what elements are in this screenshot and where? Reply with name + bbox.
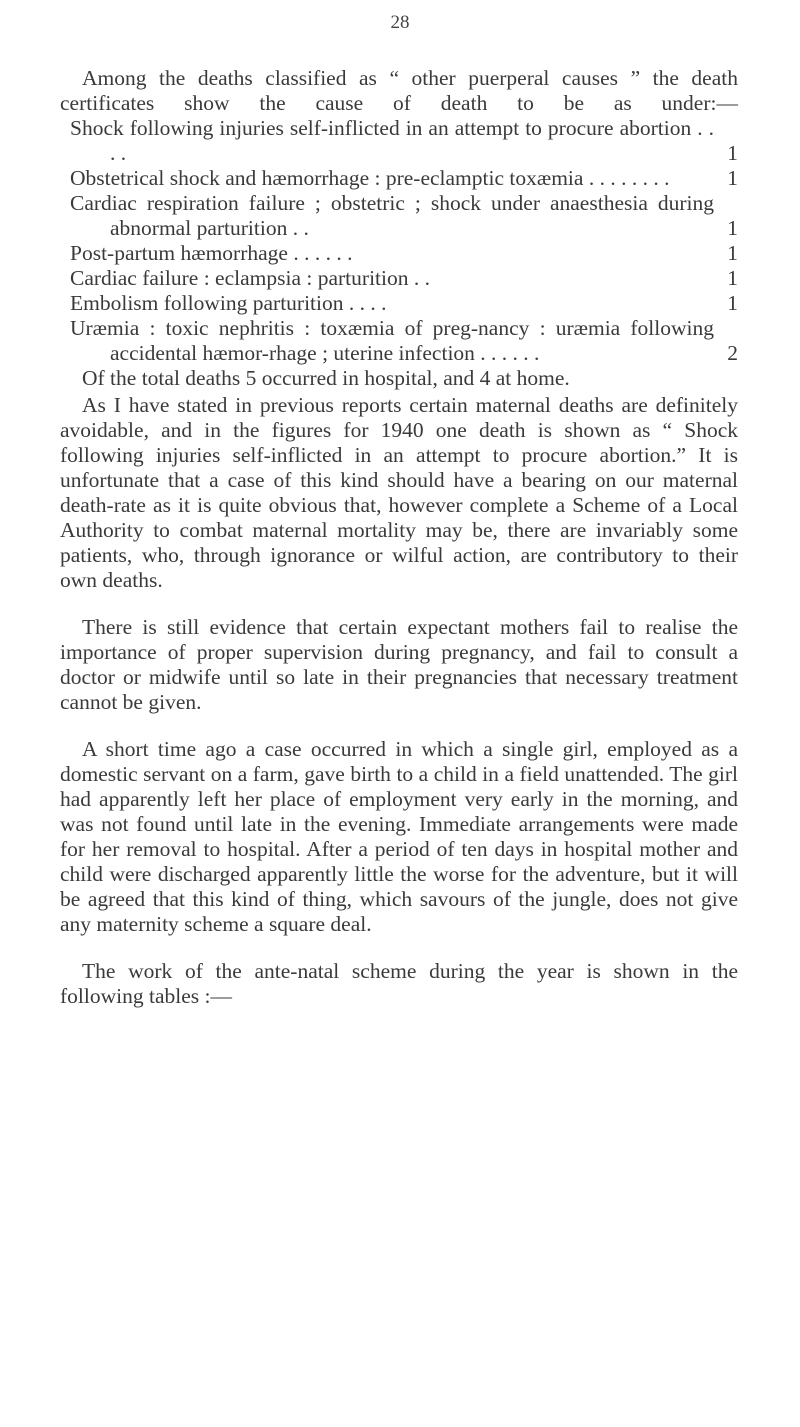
paragraph-supervision: There is still evidence that certain expectant mothers fail to realise the importance of proper supervision during pregnancy, and fail to consult a doctor or midwife until so late in their pregnancies that necessary treatment cannot be given. <box>60 615 738 714</box>
cause-text: Post-partum hæmorrhage . . . . . . <box>70 241 353 265</box>
cause-item <box>60 316 738 366</box>
causes-list <box>60 116 738 366</box>
cause-text: Cardiac respiration failure ; obstetric ; shock under anaesthesia during abnormal parturition . . <box>70 191 714 240</box>
summary-line: Of the total deaths 5 occurred in hospital, and 4 at home. <box>82 366 570 390</box>
cause-text: Shock following injuries self-inflicted in an attempt to procure abortion . . . . <box>70 116 714 165</box>
cause-count: 1 <box>727 266 738 290</box>
paragraph-case-report: A short time ago a case occurred in which a single girl, employed as a domestic servant on a farm, gave birth to a child in a field unattended. The girl had apparently left her place of employment very early in the morning, and was not found until late in the evening. Immediate arrangements were made for her removal to hospital. After a period of ten days in hospital mother and child were discharged apparently little the worse for the adventure, but it will be agreed that this kind of thing, which savours of the jungle, does not give any maternity scheme a square deal. <box>60 737 738 936</box>
paragraph-avoidable-deaths: As I have stated in previous reports certain maternal deaths are definitely avoidable, and in the figures for 1940 one death is shown as “ Shock following injuries self-inflicted in an attempt to procure abortion.” It is unfortunate that a case of this kind should have a bearing on our maternal death-rate as it is quite obvious that, however complete a Scheme of a Local Authority to combat maternal mortality may be, there are invariably some patients, who, through ignorance or wilful action, are contributory to their own deaths. <box>60 393 738 592</box>
intro-paragraph: Among the deaths classified as “ other puerperal causes ” the death certificates show the cause of death to be as under:— <box>60 66 738 115</box>
cause-text: Obstetrical shock and hæmorrhage : pre-eclamptic toxæmia . . . . . . . . <box>70 166 670 190</box>
cause-count: 1 <box>727 241 738 265</box>
paragraph-ante-natal: The work of the ante-natal scheme during the year is shown in the following tables :— <box>60 959 738 1008</box>
cause-count: 1 <box>727 141 738 165</box>
cause-item <box>60 266 738 291</box>
cause-item <box>60 241 738 266</box>
cause-item <box>60 116 738 166</box>
cause-count: 2 <box>727 341 738 365</box>
cause-count: 1 <box>727 216 738 240</box>
cause-count: 1 <box>727 166 738 190</box>
document-body <box>60 66 738 1009</box>
cause-item <box>60 291 738 316</box>
page-number: 28 <box>390 12 410 33</box>
cause-item <box>60 191 738 241</box>
cause-count: 1 <box>727 291 738 315</box>
cause-text: Uræmia : toxic nephritis : toxæmia of preg-nancy : uræmia following accidental hæmor-rhage ; uterine infection . . . . . . <box>70 316 714 365</box>
cause-item <box>60 166 738 191</box>
cause-text: Cardiac failure : eclampsia : parturition . . <box>70 266 430 290</box>
cause-text: Embolism following parturition . . . . <box>70 291 387 315</box>
